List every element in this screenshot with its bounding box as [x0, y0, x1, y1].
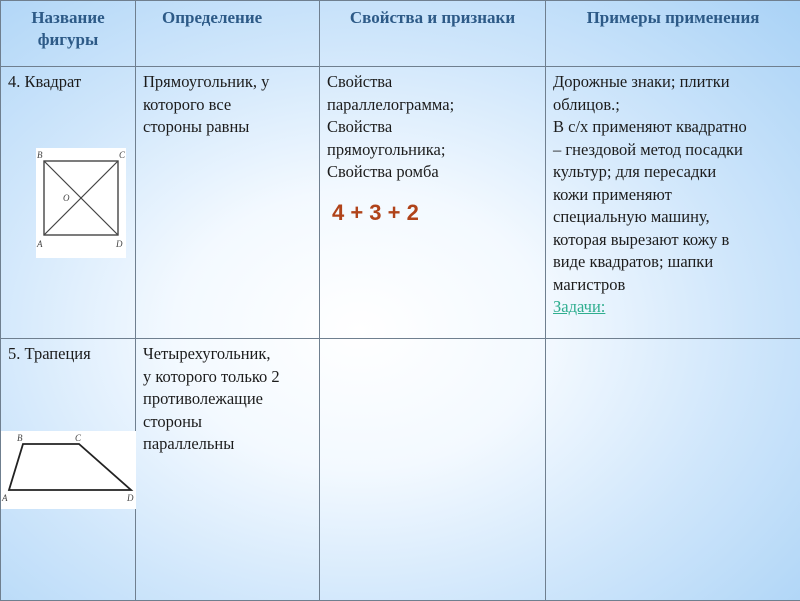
trapezoid-figure	[1, 431, 136, 511]
figure-name: 4. Квадрат	[1, 67, 135, 94]
vertex-label-c: C	[75, 433, 82, 443]
definition-cell	[136, 339, 320, 601]
vertex-label-a: A	[1, 493, 8, 503]
figure-name: 5. Трапеция	[1, 339, 135, 366]
properties-text: Свойства параллелограмма; Свойства прямоугольника; Свойства ромба	[320, 67, 545, 184]
vertex-label-b: B	[17, 433, 23, 443]
vertex-label-c: C	[119, 150, 126, 160]
properties-cell	[320, 67, 546, 339]
tasks-link[interactable]: Задачи:	[546, 296, 800, 318]
examples-text: Дорожные знаки; плитки облицов.; В с/х применяют квадратно – гнездовой метод посадки культур; для пересадки кожи применяют специальную машину, которая вырезают кожу в виде квадратов; шапки магистров	[546, 67, 800, 296]
vertex-label-d: D	[126, 493, 134, 503]
vertex-label-b: B	[37, 150, 43, 160]
properties-text	[320, 339, 545, 343]
properties-formula: 4 + 3 + 2	[332, 200, 545, 226]
examples-cell	[546, 339, 800, 601]
vertex-label-d: D	[115, 239, 123, 249]
vertex-label-a: A	[36, 239, 43, 249]
definition-text: Четырехугольник, у которого только 2 противолежащие стороны параллельны	[136, 339, 319, 456]
examples-cell	[546, 67, 800, 339]
figure-name-cell	[1, 339, 136, 601]
center-label-o: O	[63, 193, 70, 203]
header-row	[1, 1, 800, 67]
header-properties: Свойства и признаки	[320, 1, 546, 67]
properties-cell	[320, 339, 546, 601]
table-row-trapezoid	[1, 339, 800, 601]
header-definition: Определение	[136, 1, 320, 67]
figure-name-cell	[1, 67, 136, 339]
table-row-square	[1, 67, 800, 339]
header-examples: Примеры применения	[546, 1, 800, 67]
header-figure-name: Название фигуры	[1, 1, 136, 67]
examples-text	[546, 339, 800, 343]
square-figure	[1, 148, 136, 278]
definition-cell	[136, 67, 320, 339]
definition-text: Прямоугольник, у которого все стороны равны	[136, 67, 319, 139]
